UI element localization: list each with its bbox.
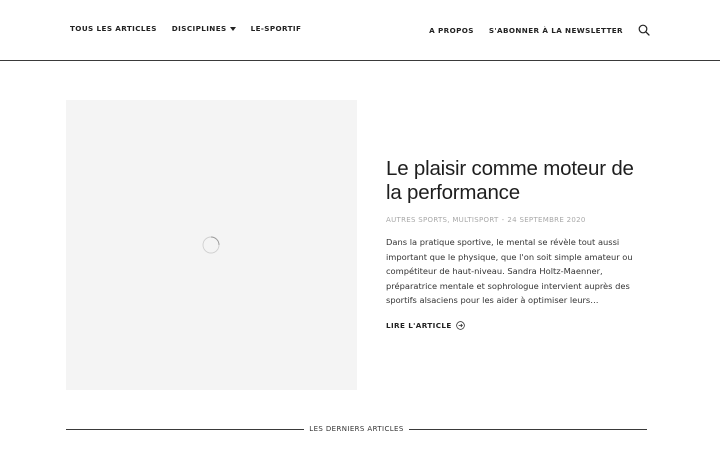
meta-separator: - [501,216,505,224]
divider-line-right [409,429,647,430]
featured-article-title[interactable]: Le plaisir comme moteur de la performance [386,157,634,204]
latest-articles-divider [66,420,647,440]
article-categories[interactable]: AUTRES SPORTS, MULTISPORT [386,216,499,224]
read-article-label: LIRE L'ARTICLE [386,320,452,330]
arrow-right-circle-icon [456,321,465,330]
latest-articles-heading: LES DERNIERS ARTICLES [309,425,404,433]
nav-item-newsletter[interactable]: S'ABONNER À LA NEWSLETTER [488,25,623,35]
caret-down-icon [230,27,236,31]
article-date: 24 SEPTEMBRE 2020 [507,216,586,224]
nav-item-le-sportif[interactable]: LE-SPORTIF [250,24,302,33]
search-icon[interactable] [638,24,650,36]
featured-article-image[interactable] [66,100,357,390]
featured-article-excerpt: Dans la pratique sportive, le mental se révèle tout aussi important que le physique, que l'on soit simple amateur ou compétiteur de haut-niveau. Sandra Holtz-Maenner, préparatrice mentale et sophrologue intervient auprès des sportifs alsaciens pour les aider à optimiser leurs… [386,237,633,306]
secondary-nav [414,24,650,36]
loading-spinner-icon [202,236,220,254]
read-article-link[interactable] [386,321,465,330]
featured-article [386,157,651,332]
nav-item-about[interactable]: A PROPOS [429,25,474,35]
primary-nav [70,24,316,33]
nav-item-disciplines-label: DISCIPLINES [171,24,227,33]
top-navigation-bar [0,0,720,61]
nav-item-all-articles[interactable]: TOUS LES ARTICLES [70,24,157,33]
nav-item-disciplines[interactable] [172,24,236,33]
featured-article-meta [386,216,651,224]
